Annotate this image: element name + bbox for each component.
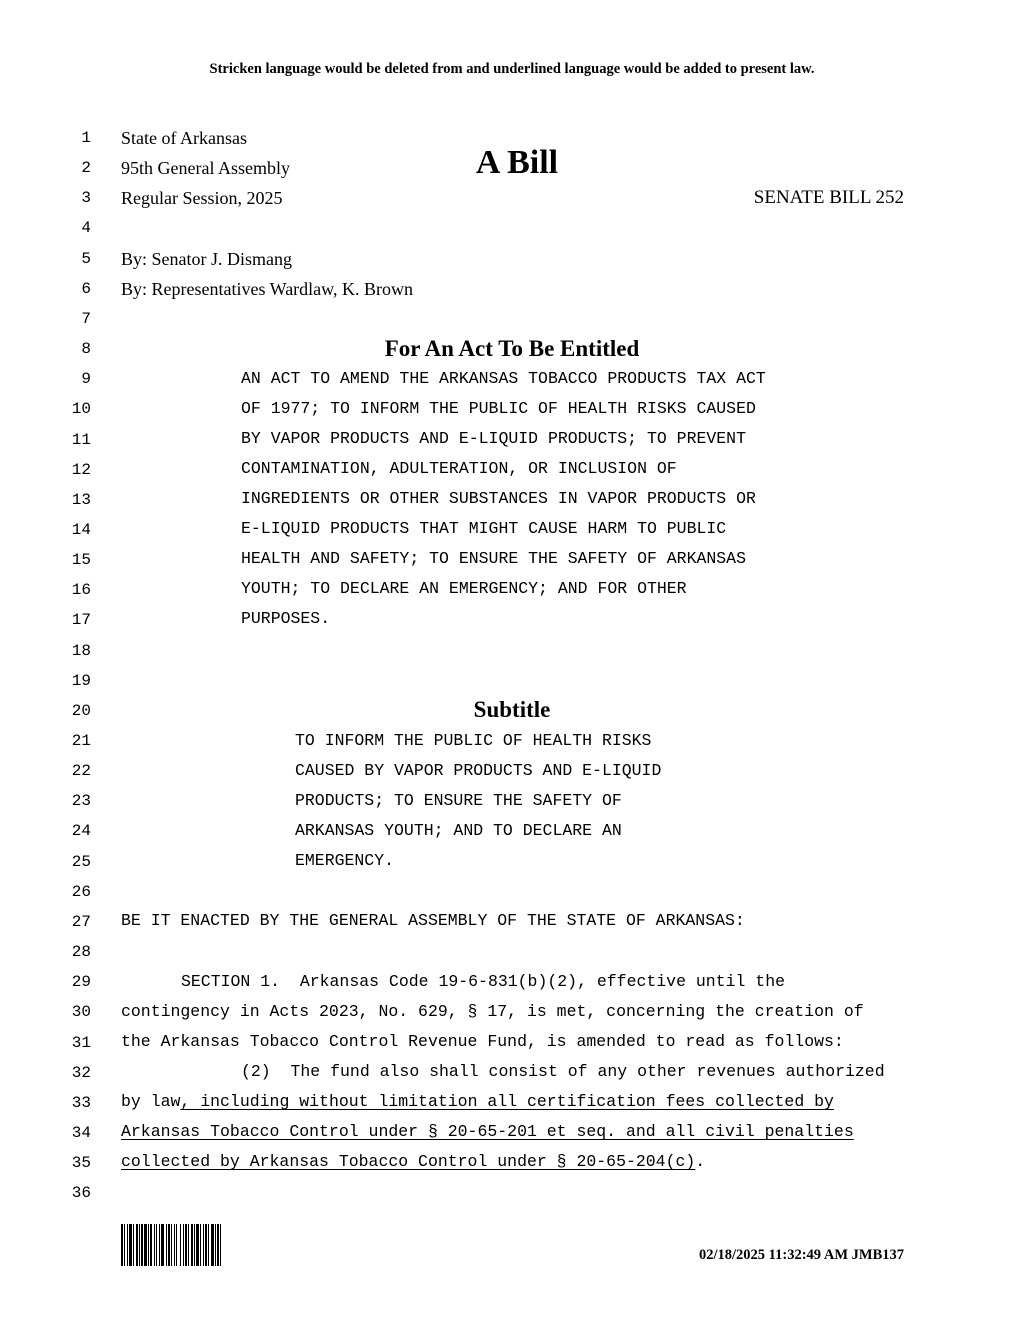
bill-number: SENATE BILL 252 bbox=[753, 187, 904, 208]
subtitle-line: CAUSED BY VAPOR PRODUCTS AND E-LIQUID bbox=[295, 761, 662, 780]
act-title-line: BY VAPOR PRODUCTS AND E-LIQUID PRODUCTS; TO PREVENT bbox=[241, 429, 746, 448]
act-title-line: CONTAMINATION, ADULTERATION, OR INCLUSION OF bbox=[241, 459, 677, 478]
barcode-bar bbox=[156, 1224, 157, 1266]
barcode-bar bbox=[127, 1224, 128, 1266]
line-number: 35 bbox=[71, 1154, 91, 1173]
barcode-bar bbox=[166, 1224, 167, 1266]
barcode-bar bbox=[205, 1224, 207, 1266]
subtitle-line: EMERGENCY. bbox=[295, 851, 395, 870]
line-number: 34 bbox=[71, 1123, 91, 1142]
barcode-bar bbox=[136, 1224, 138, 1266]
barcode-bar bbox=[203, 1224, 204, 1266]
barcode-bar bbox=[150, 1224, 152, 1266]
barcode-bar bbox=[217, 1224, 219, 1266]
barcode-bar bbox=[191, 1224, 193, 1266]
line-number: 10 bbox=[71, 400, 91, 419]
line-number: 19 bbox=[71, 671, 91, 690]
barcode-bar bbox=[124, 1224, 125, 1266]
enacting-clause: BE IT ENACTED BY THE GENERAL ASSEMBLY OF THE STATE OF ARKANSAS: bbox=[121, 911, 745, 930]
barcode-bar bbox=[139, 1224, 140, 1266]
section-1-text bbox=[121, 1092, 834, 1112]
barcode-bar bbox=[185, 1224, 187, 1266]
barcode-bar bbox=[208, 1224, 209, 1266]
barcode-bar bbox=[168, 1224, 170, 1266]
act-title-line: AN ACT TO AMEND THE ARKANSAS TOBACCO PRODUCTS TAX ACT bbox=[241, 369, 766, 388]
act-title-line: OF 1977; TO INFORM THE PUBLIC OF HEALTH RISKS CAUSED bbox=[241, 399, 756, 418]
barcode-bar bbox=[141, 1224, 143, 1266]
line-number: 24 bbox=[71, 822, 91, 841]
barcode-bar bbox=[121, 1224, 123, 1266]
barcode-bar bbox=[171, 1224, 172, 1266]
added-language: Arkansas Tobacco Control under § 20-65-201 et seq. and all civil penalties bbox=[121, 1122, 854, 1141]
line-number: 33 bbox=[71, 1093, 91, 1112]
line-number: 22 bbox=[71, 762, 91, 781]
barcode-bar bbox=[148, 1224, 149, 1266]
barcode-bar bbox=[211, 1224, 214, 1266]
line-number: 17 bbox=[71, 611, 91, 630]
line-number: 21 bbox=[71, 732, 91, 750]
line-number: 1 bbox=[81, 129, 91, 147]
sponsor-senator: By: Senator J. Dismang bbox=[121, 249, 292, 269]
section-1-text bbox=[121, 1152, 705, 1172]
barcode-bar bbox=[188, 1224, 189, 1266]
barcode-bar bbox=[154, 1224, 155, 1266]
general-assembly: 95th General Assembly bbox=[121, 158, 290, 178]
act-title-line: HEALTH AND SAFETY; TO ENSURE THE SAFETY OF ARKANSAS bbox=[241, 549, 746, 568]
subtitle-line: PRODUCTS; TO ENSURE THE SAFETY OF bbox=[295, 791, 622, 810]
line-number: 11 bbox=[71, 430, 91, 449]
barcode-bar bbox=[220, 1224, 221, 1266]
line-number: 31 bbox=[71, 1033, 91, 1052]
line-number: 29 bbox=[71, 973, 91, 992]
sponsor-representatives: By: Representatives Wardlaw, K. Brown bbox=[121, 279, 413, 299]
line-number: 28 bbox=[71, 943, 91, 962]
line-number: 7 bbox=[81, 309, 91, 328]
section-1-text: contingency in Acts 2023, No. 629, § 17, is met, concerning the creation of bbox=[121, 1002, 864, 1021]
line-number: 12 bbox=[71, 460, 91, 479]
line-number: 18 bbox=[71, 641, 91, 660]
line-number: 25 bbox=[71, 852, 91, 871]
barcode-bar bbox=[129, 1224, 132, 1266]
barcode bbox=[121, 1224, 250, 1266]
barcode-bar bbox=[144, 1224, 147, 1266]
line-number: 27 bbox=[71, 912, 91, 931]
act-title-line: E-LIQUID PRODUCTS THAT MIGHT CAUSE HARM TO PUBLIC bbox=[241, 519, 727, 538]
act-title-line: INGREDIENTS OR OTHER SUBSTANCES IN VAPOR PRODUCTS OR bbox=[241, 489, 756, 508]
footer-timestamp: 02/18/2025 11:32:49 AM JMB137 bbox=[698, 1247, 904, 1263]
line-number: 2 bbox=[81, 159, 91, 178]
section-1-text bbox=[121, 1122, 854, 1142]
existing-text: . bbox=[695, 1152, 706, 1171]
section-1-text: the Arkansas Tobacco Control Revenue Fund, is amended to read as follows: bbox=[121, 1032, 844, 1051]
barcode-bar bbox=[183, 1224, 184, 1266]
line-number: 14 bbox=[71, 520, 91, 539]
line-number: 23 bbox=[71, 792, 91, 811]
barcode-bar bbox=[174, 1224, 175, 1266]
subtitle-heading: Subtitle bbox=[473, 697, 551, 722]
line-number: 5 bbox=[81, 249, 91, 268]
subtitle-line: TO INFORM THE PUBLIC OF HEALTH RISKS bbox=[295, 731, 652, 750]
barcode-bar bbox=[161, 1224, 164, 1266]
barcode-bar bbox=[176, 1224, 177, 1266]
state-name: State of Arkansas bbox=[121, 128, 247, 148]
barcode-bar bbox=[196, 1224, 199, 1266]
header-notice: Stricken language would be deleted from and underlined language would be added to present law. bbox=[209, 61, 815, 77]
added-language: , including without limitation all certification fees collected by bbox=[180, 1092, 834, 1111]
line-number: 6 bbox=[81, 279, 91, 298]
line-number: 8 bbox=[81, 340, 91, 359]
bill-title: A Bill bbox=[475, 144, 559, 181]
line-number: 4 bbox=[81, 219, 91, 238]
line-number: 9 bbox=[81, 370, 91, 389]
line-number: 20 bbox=[71, 701, 91, 720]
barcode-bar bbox=[215, 1224, 216, 1266]
added-language: collected by Arkansas Tobacco Control under § 20-65-204(c) bbox=[121, 1152, 696, 1171]
session: Regular Session, 2025 bbox=[121, 188, 283, 208]
act-title-line: PURPOSES. bbox=[241, 609, 331, 628]
line-number: 3 bbox=[81, 189, 91, 208]
line-number: 26 bbox=[71, 882, 91, 901]
line-number: 36 bbox=[71, 1184, 91, 1203]
line-number: 32 bbox=[71, 1063, 91, 1082]
barcode-bar bbox=[194, 1224, 195, 1266]
barcode-bar bbox=[159, 1224, 160, 1266]
barcode-bar bbox=[133, 1224, 134, 1266]
section-1-heading: SECTION 1. Arkansas Code 19-6-831(b)(2), effective until the bbox=[181, 972, 785, 991]
barcode-bar bbox=[200, 1224, 201, 1266]
subtitle-line: ARKANSAS YOUTH; AND TO DECLARE AN bbox=[295, 821, 622, 840]
barcode-bar bbox=[180, 1224, 181, 1266]
line-number: 30 bbox=[71, 1003, 91, 1022]
line-number: 16 bbox=[71, 581, 91, 600]
existing-text: by law bbox=[121, 1092, 181, 1111]
act-title-line: YOUTH; TO DECLARE AN EMERGENCY; AND FOR OTHER bbox=[241, 579, 687, 598]
line-number: 13 bbox=[71, 490, 91, 509]
line-number: 15 bbox=[71, 551, 91, 570]
section-1-text: (2) The fund also shall consist of any other revenues authorized bbox=[241, 1062, 885, 1081]
act-title-heading: For An Act To Be Entitled bbox=[384, 336, 640, 361]
